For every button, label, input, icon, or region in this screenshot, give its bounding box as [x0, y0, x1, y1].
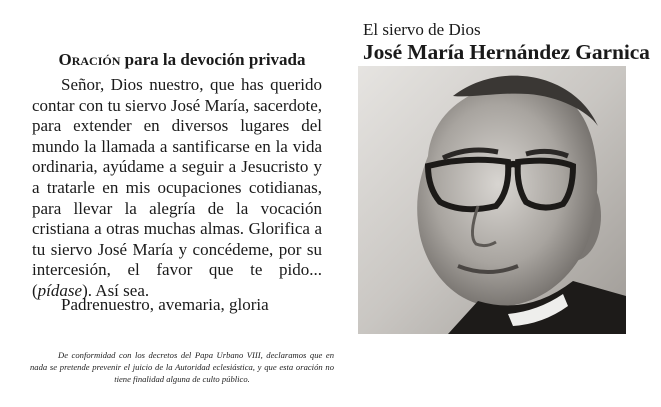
- prayer-heading: [30, 50, 334, 70]
- subtitle: El siervo de Dios: [363, 20, 481, 39]
- prayer-text-italic: pídase: [37, 280, 83, 300]
- prayer-text-end: ). Así sea.: [82, 280, 150, 300]
- prayer-heading-small-caps: Oración: [58, 50, 121, 69]
- person-name: José María Hernández Garnica: [363, 40, 650, 64]
- prayer-text-main: Señor, Dios nuestro, que has querido contar con tu siervo José María, sacerdote, para extender en diversos lugares del mundo la llamada a santificarse en la vida ordinaria, ayúdame a seguir a Jesucristo y a tratarle en mis ocupaciones cotidianas, para llevar la alegría de la vocación cristiana a otras muchas almas. Glorifica a tu siervo José María y concédeme, por su intercesión, el favor que te pido... (: [32, 75, 322, 300]
- prayer-heading-rest: para la devoción privada: [120, 50, 306, 69]
- portrait-photo: [358, 66, 626, 334]
- portrait-photo-icon: [358, 66, 626, 334]
- prayer-closing: Padrenuestro, avemaria, gloria: [61, 295, 269, 314]
- prayer-text: [32, 75, 322, 302]
- disclaimer: De conformidad con los decretos del Papa Urbano VIII, declaramos que en nada se pretende prevenir el juicio de la Autoridad eclesiástica, y que esta oración no tiene finalidad alguna de culto público.: [30, 350, 334, 384]
